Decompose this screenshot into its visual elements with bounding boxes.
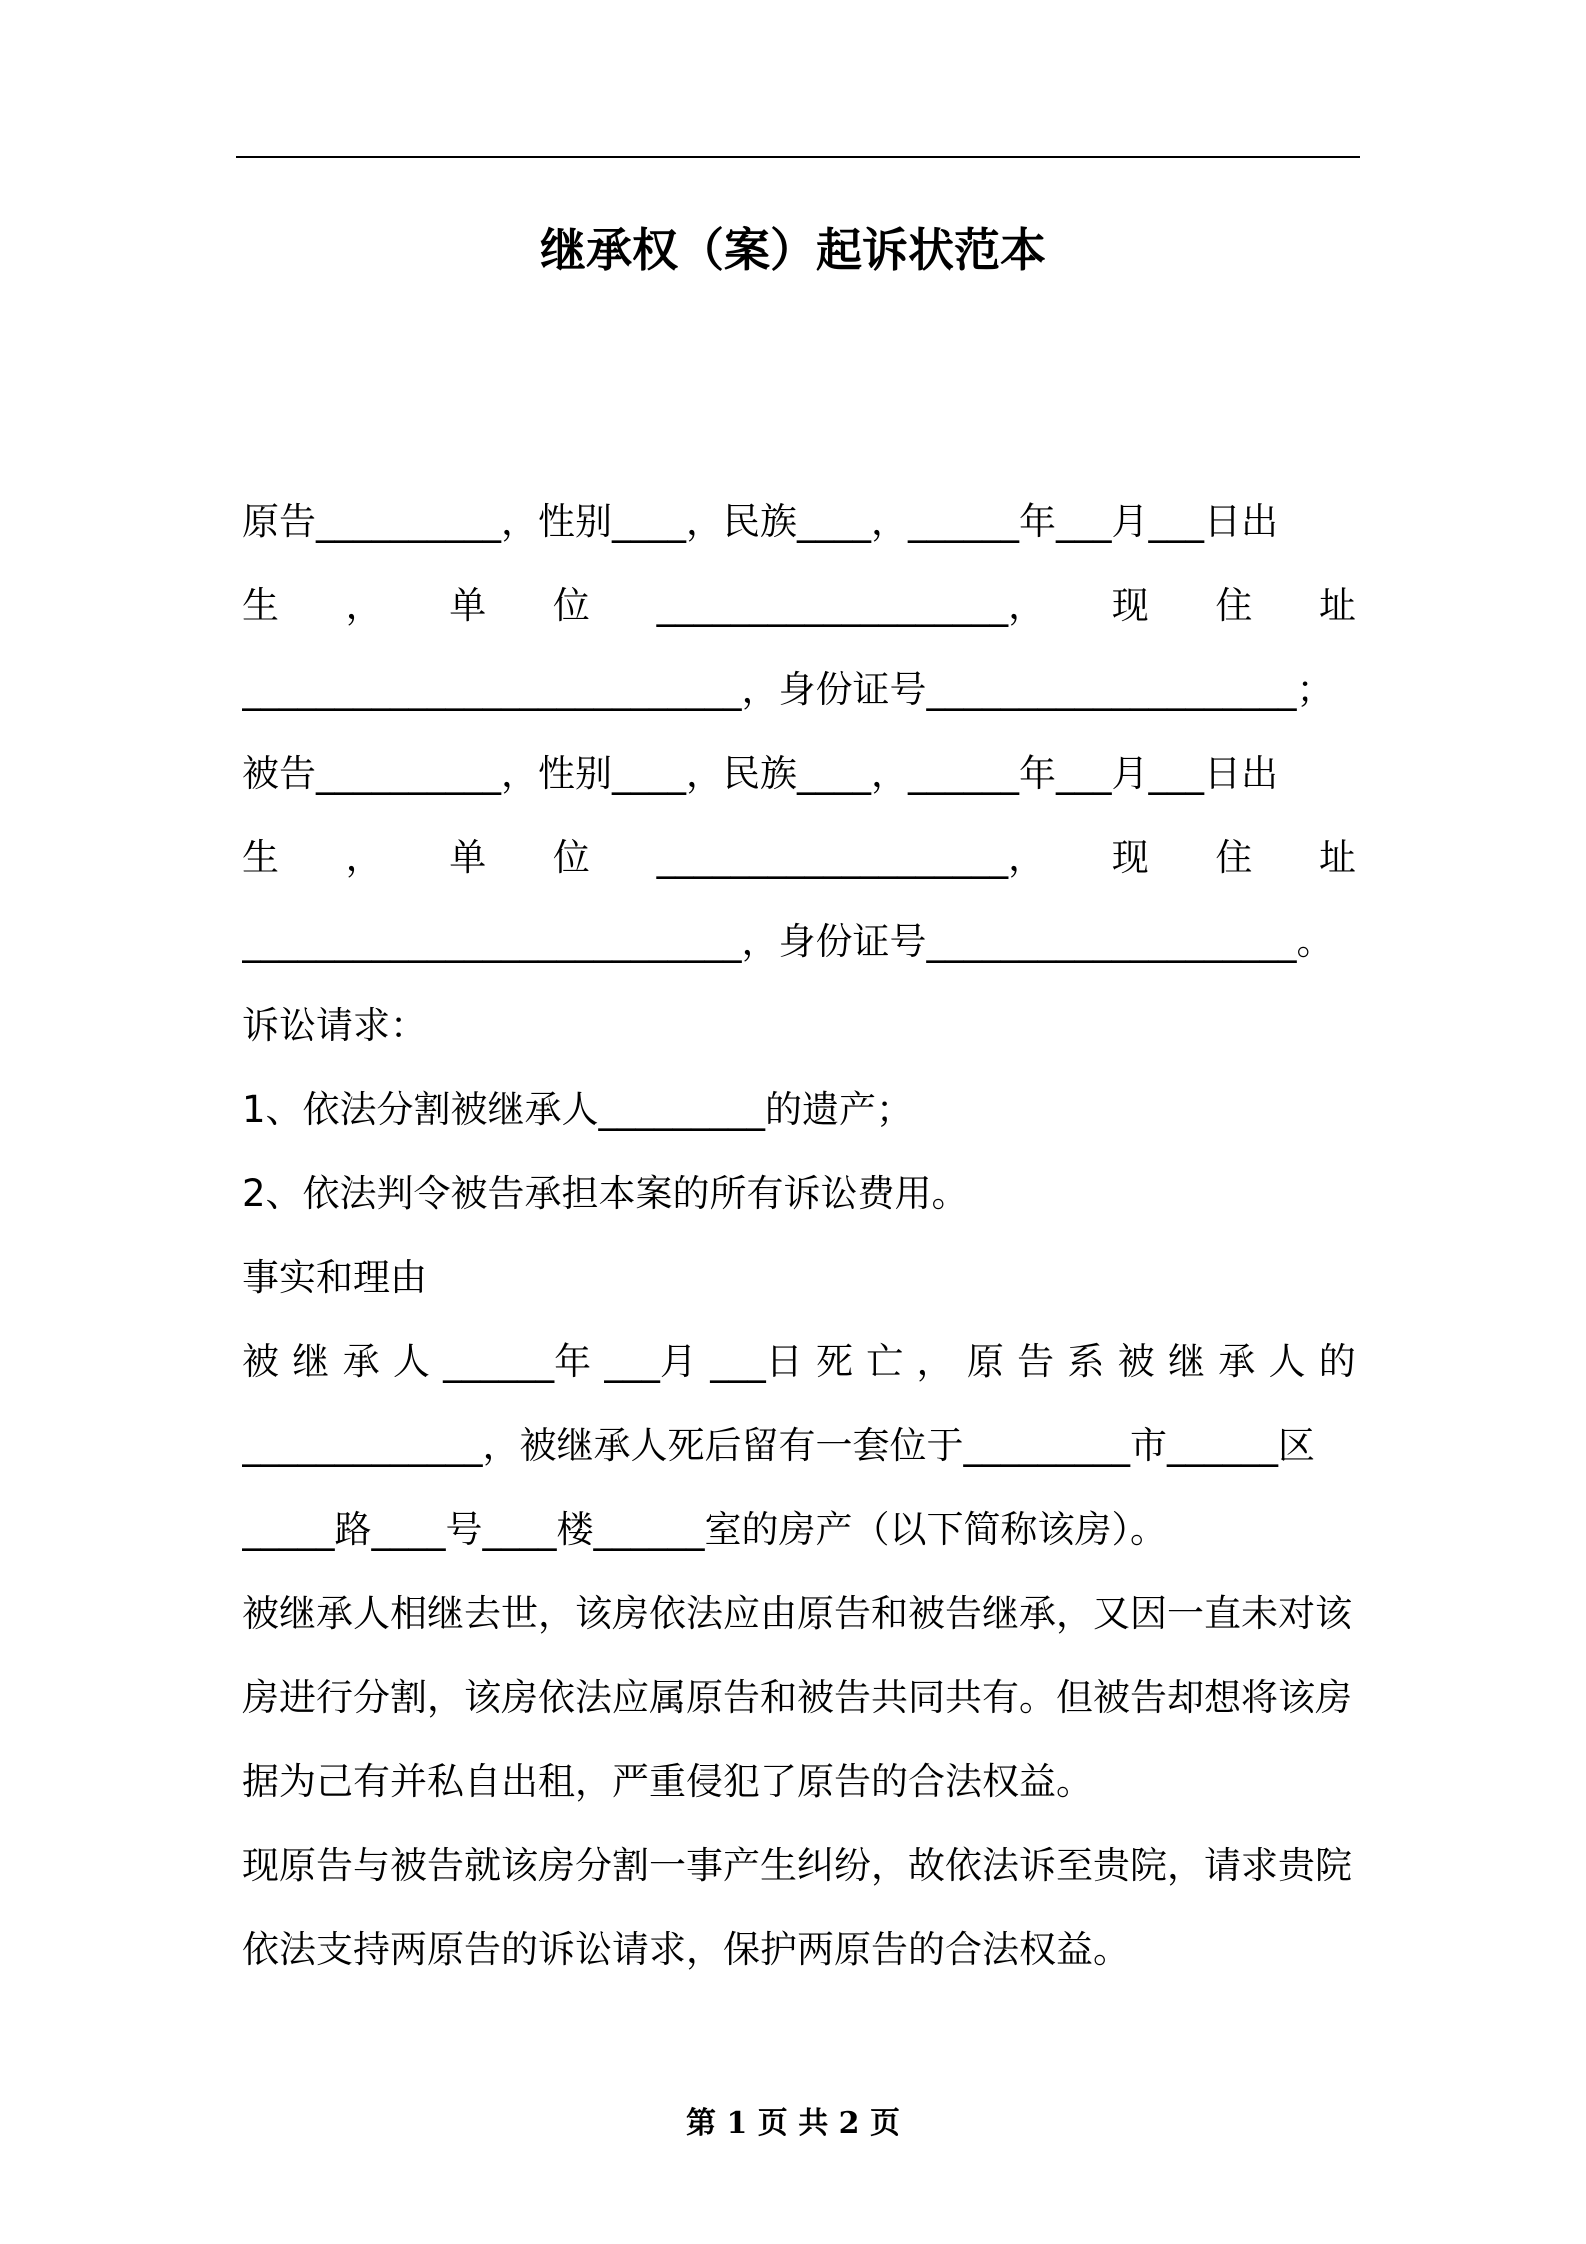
text-fragment: 死 [815, 1340, 853, 1383]
document-title: 继承权（案）起诉状范本 [540, 223, 1046, 277]
text-fragment: 位 [552, 836, 590, 879]
document-body [242, 480, 1356, 1992]
text-fragment: 亡 [866, 1340, 904, 1383]
plaintiff-line-3: ___________________________，身份证号____________________； [242, 668, 1334, 711]
header-rule [236, 156, 1360, 158]
text-fragment: 承 [342, 1340, 380, 1383]
claims-heading: 诉讼请求： [242, 1004, 427, 1047]
facts-line-1 [242, 1320, 1356, 1404]
text-fragment: 住 [1215, 836, 1253, 879]
text-fragment: 住 [1215, 584, 1253, 627]
text-fragment: 现 [1111, 584, 1149, 627]
text-fragment: 现 [1111, 836, 1149, 879]
text-fragment: 告 [1017, 1340, 1055, 1383]
text-fragment: 单 [449, 584, 487, 627]
text-fragment: 的 [1318, 1340, 1356, 1383]
text-fragment: 位 [552, 584, 590, 627]
claim-item-1: 1、依法分割被继承人_________的遗产； [242, 1088, 914, 1131]
text-fragment: 承 [1218, 1340, 1256, 1383]
text-fragment: ___________________， [656, 584, 1046, 627]
page-number-footer: 第 1 页 共 2 页 [686, 2106, 900, 2141]
text-fragment: ， [345, 836, 383, 879]
text-fragment: ， [345, 584, 383, 627]
text-fragment: ___日 [710, 1340, 803, 1383]
text-fragment: ， [916, 1340, 954, 1383]
text-fragment: 单 [449, 836, 487, 879]
facts-heading: 事实和理由 [242, 1256, 427, 1299]
plaintiff-line-2 [242, 564, 1356, 648]
defendant-line-2 [242, 816, 1356, 900]
text-fragment: ___月 [604, 1340, 697, 1383]
text-fragment: 址 [1318, 584, 1356, 627]
facts-paragraph-2-line-3: 据为己有并私自出租，严重侵犯了原告的合法权益。 [242, 1760, 1093, 1803]
facts-line-2: _____________，被继承人死后留有一套位于_________市______区 [242, 1424, 1315, 1467]
facts-paragraph-2-line-1: 被继承人相继去世，该房依法应由原告和被告继承，又因一直未对该 [242, 1592, 1352, 1635]
claim-item-2: 2、依法判令被告承担本案的所有诉讼费用。 [242, 1172, 969, 1215]
text-fragment: 被 [1117, 1340, 1155, 1383]
facts-paragraph-2-line-2: 房进行分割，该房依法应属原告和被告共同共有。但被告却想将该房 [242, 1676, 1352, 1719]
text-fragment: 生 [242, 584, 279, 627]
text-fragment: 人 [1268, 1340, 1306, 1383]
text-fragment: 被 [242, 1340, 279, 1383]
text-fragment: 系 [1067, 1340, 1105, 1383]
facts-line-3: _____路____号____楼______室的房产（以下简称该房）。 [242, 1508, 1167, 1551]
text-fragment: 人 [392, 1340, 430, 1383]
text-fragment: 生 [242, 836, 279, 879]
plaintiff-line-1: 原告__________，性别____，民族____，______年___月___日出 [242, 500, 1278, 543]
facts-paragraph-3-line-2: 依法支持两原告的诉讼请求，保护两原告的合法权益。 [242, 1928, 1130, 1971]
text-fragment: ______年 [443, 1340, 592, 1383]
text-fragment: 继 [292, 1340, 330, 1383]
text-fragment: 原 [966, 1340, 1004, 1383]
text-fragment: 继 [1167, 1340, 1205, 1383]
text-fragment: 址 [1318, 836, 1356, 879]
text-fragment: ___________________， [656, 836, 1046, 879]
defendant-line-3: ___________________________，身份证号____________________。 [242, 920, 1334, 963]
facts-paragraph-3-line-1: 现原告与被告就该房分割一事产生纠纷，故依法诉至贵院，请求贵院 [242, 1844, 1352, 1887]
defendant-line-1: 被告__________，性别____，民族____，______年___月___日出 [242, 752, 1278, 795]
